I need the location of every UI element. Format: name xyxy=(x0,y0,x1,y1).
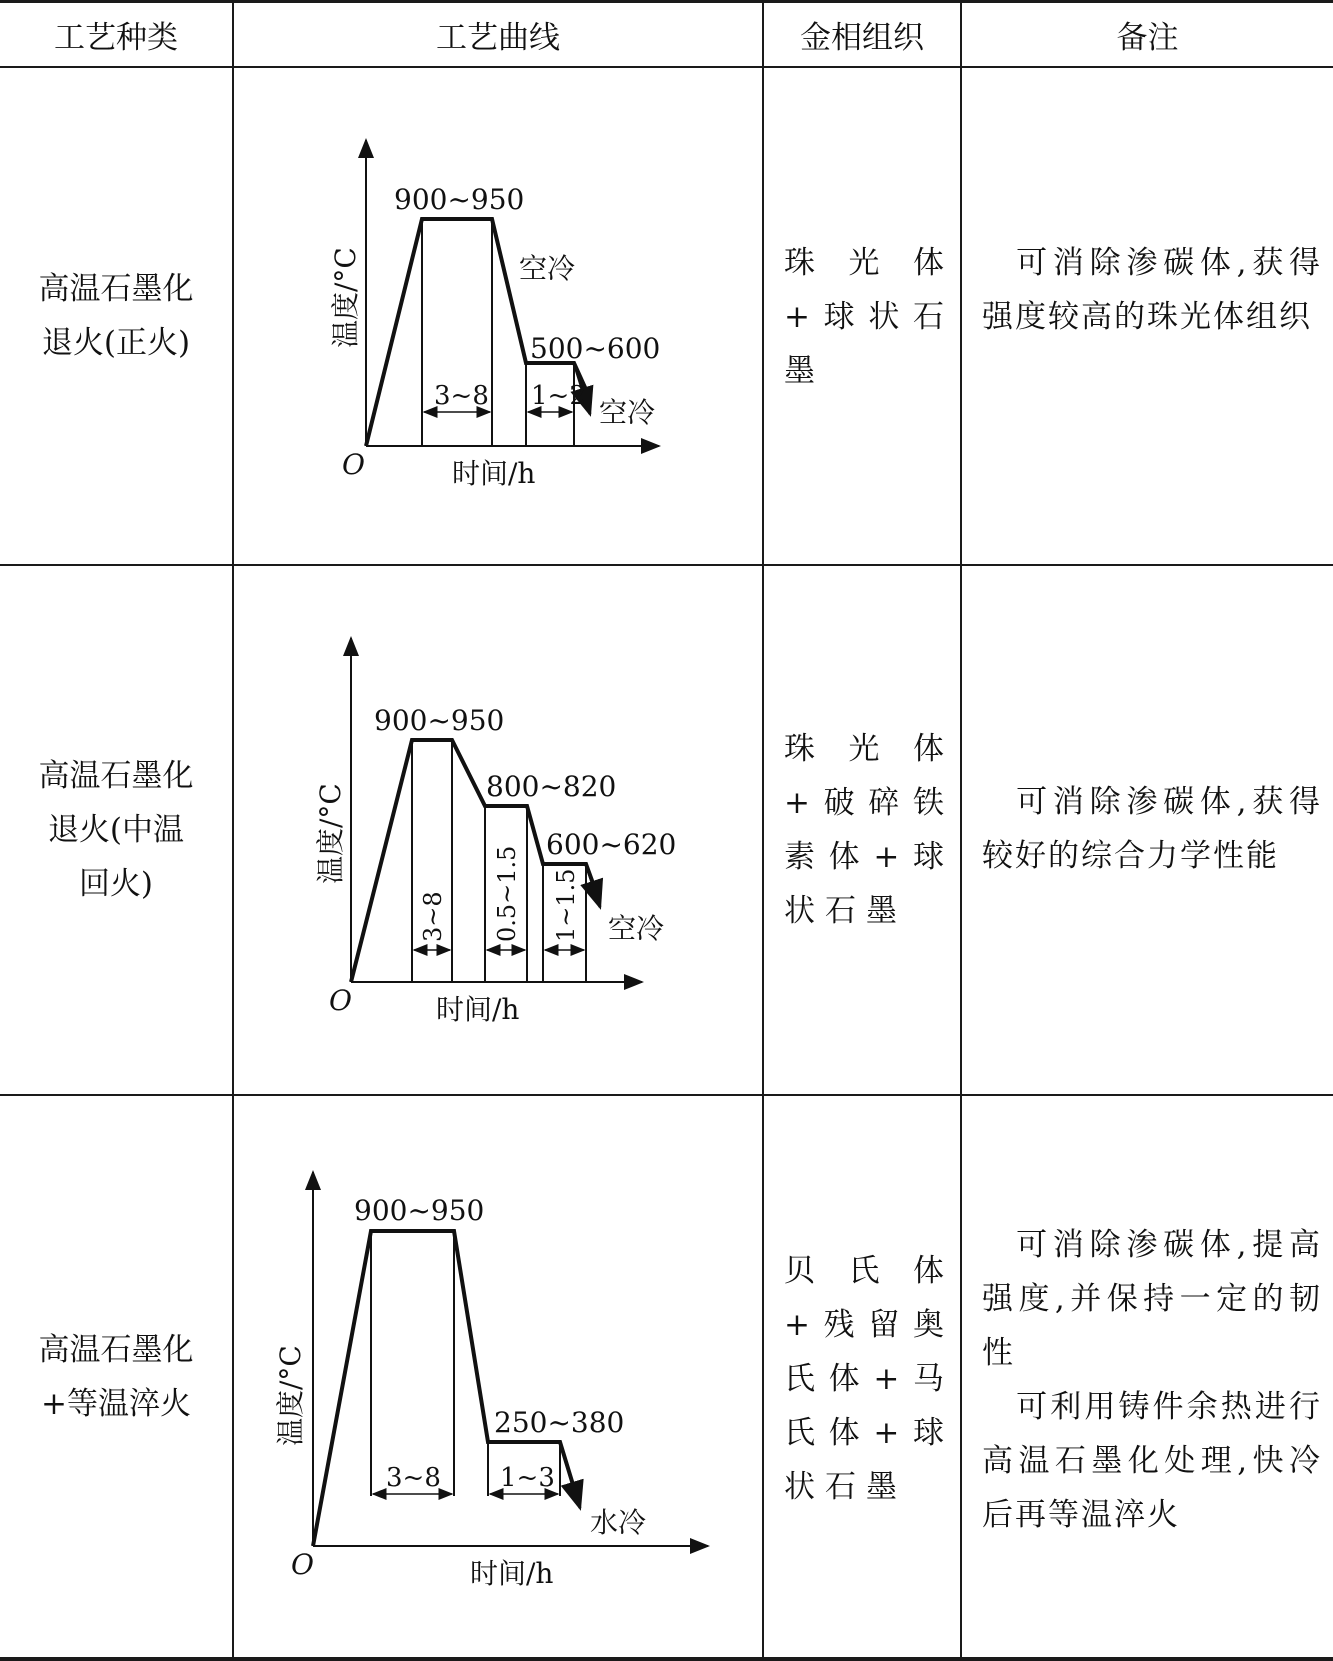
row2-microstructure: 珠光体+破碎铁素体+球状石墨 xyxy=(784,731,954,929)
row2-remark-1: 可消除渗碳体,获得较好的综合力学性能 xyxy=(982,784,1322,874)
row3-stage2-temp-label: 250~380 xyxy=(494,1406,625,1439)
row2-process-type xyxy=(0,566,232,1094)
row3-process-curve xyxy=(234,1096,762,1657)
header-process-curve: 工艺曲线 xyxy=(436,20,560,56)
row2-y-axis-label: 温度/°C xyxy=(314,783,347,884)
row1-x-axis-label: 时间/h xyxy=(452,457,536,490)
row2-stage2-temp-label: 800~820 xyxy=(486,770,617,803)
table-bottom-rule xyxy=(0,1657,1333,1661)
row3-type-line1: 高温石墨化 xyxy=(38,1331,194,1368)
row2-stage3-temp-label: 600~620 xyxy=(546,828,677,861)
row1-process-curve xyxy=(234,68,762,564)
row1-type-line1: 高温石墨化 xyxy=(38,271,194,307)
row2-process-curve xyxy=(234,566,762,1094)
row2-type-line1: 高温石墨化 xyxy=(38,758,194,794)
row1-stage2-time-label: 1~2 xyxy=(531,381,586,411)
row2-type-line3: 回火) xyxy=(78,866,154,902)
row2-origin-label: O xyxy=(329,984,352,1017)
row2-stage2-time-label: 0.5~1.5 xyxy=(493,845,521,942)
row2-stage1-time-label: 3~8 xyxy=(419,891,447,942)
row3-y-axis-label: 温度/°C xyxy=(274,1345,307,1446)
row3-stage1-time-label: 3~8 xyxy=(386,1463,441,1493)
row1-origin-label: O xyxy=(342,448,365,481)
header-microstructure: 金相组织 xyxy=(800,20,924,56)
row1-remarks xyxy=(982,236,1322,344)
col-rule-2 xyxy=(762,0,764,1661)
header-remarks: 备注 xyxy=(1116,20,1179,56)
row1-stage2-temp-label: 500~600 xyxy=(530,332,661,365)
row2-remarks xyxy=(982,775,1322,883)
row1-stage1-time-label: 3~8 xyxy=(434,381,489,411)
row1-remark-1: 可消除渗碳体,获得强度较高的珠光体组织 xyxy=(982,245,1322,335)
row2-stage3-cooling-label: 空冷 xyxy=(608,912,665,945)
row2-x-axis-label: 时间/h xyxy=(436,993,520,1026)
row3-stage2-cooling-label: 水冷 xyxy=(590,1506,647,1539)
row3-type-line2: +等温淬火 xyxy=(41,1385,191,1422)
row3-stage2-time-label: 1~3 xyxy=(500,1463,555,1493)
col-rule-3 xyxy=(960,0,962,1661)
row3-origin-label: O xyxy=(291,1548,314,1581)
row3-stage1-temp-label: 900~950 xyxy=(354,1194,485,1227)
row3-microstructure: 贝氏体+残留奥氏体+马氏体+球状石墨 xyxy=(784,1253,954,1505)
row1-stage1-temp-label: 900~950 xyxy=(394,183,525,216)
row3-x-axis-label: 时间/h xyxy=(470,1557,554,1590)
row1-process-type xyxy=(0,68,232,564)
row3-temperature-curve xyxy=(313,1231,574,1546)
row2-stage1-temp-label: 900~950 xyxy=(374,704,505,737)
header-process-type: 工艺种类 xyxy=(54,20,178,56)
row1-stage2-cooling-label: 空冷 xyxy=(599,396,656,429)
row3-cooling-arrow xyxy=(560,1442,580,1508)
row2-cooling-arrow xyxy=(586,864,600,907)
row3-remark-2: 可利用铸件余热进行高温石墨化处理,快冷后再等温淬火 xyxy=(982,1389,1322,1533)
row2-stage3-time-label: 1~1.5 xyxy=(552,868,580,942)
row2-type-line2: 退火(中温 xyxy=(47,812,185,848)
row1-stage1-cooling-label: 空冷 xyxy=(519,252,576,285)
row1-y-axis-label: 温度/°C xyxy=(329,247,362,348)
row3-remark-1: 可消除渗碳体,提高强度,并保持一定的韧性 xyxy=(982,1227,1322,1371)
row1-microstructure: 珠光体+球状石墨 xyxy=(784,245,954,389)
row1-type-line2: 退火(正火) xyxy=(41,325,191,361)
row3-remarks xyxy=(982,1218,1322,1542)
row3-process-type xyxy=(0,1096,232,1657)
